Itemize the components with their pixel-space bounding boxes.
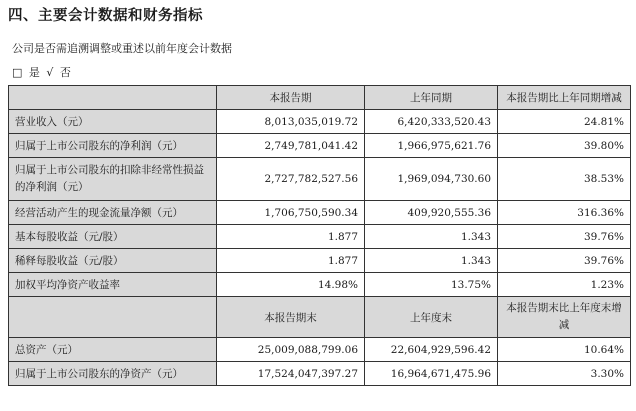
table-cell: 16,964,671,475.96 [365,362,498,386]
financial-data-table [8,85,631,386]
table-cell: 8,013,035,019.72 [217,110,365,134]
table-cell: 6,420,333,520.43 [365,110,498,134]
section-heading: 四、主要会计数据和财务指标 [8,8,203,24]
table-cell: 1.877 [217,225,365,249]
row-label: 总资产（元） [9,338,217,362]
row-label: 归属于上市公司股东的净利润（元） [9,134,217,158]
table-cell: 22,604,929,596.42 [365,338,498,362]
table-cell: 39.76% [498,225,631,249]
table-cell: 2,727,782,527.56 [217,158,365,201]
table-cell: 1,706,750,590.34 [217,201,365,225]
table-cell: 2,749,781,041.42 [217,134,365,158]
table-cell: 25,009,088,799.06 [217,338,365,362]
row-label: 归属于上市公司股东的扣除非经常性损益的净利润（元） [9,158,217,201]
table-row [9,158,631,201]
table-cell: 38.53% [498,158,631,201]
header-cell: 上年度末 [365,297,498,338]
header-cell: 本报告期 [217,86,365,110]
header-cell [9,86,217,110]
row-label: 经营活动产生的现金流量净额（元） [9,201,217,225]
row-label: 稀释每股收益（元/股） [9,249,217,273]
table-cell: 409,920,555.36 [365,201,498,225]
table-cell: 10.64% [498,338,631,362]
table-cell: 3.30% [498,362,631,386]
table-row [9,134,631,158]
header-cell: 本报告期末比上年度末增减 [498,297,631,338]
table-row [9,225,631,249]
table-cell: 14.98% [217,273,365,297]
table-cell: 39.76% [498,249,631,273]
header-cell [9,297,217,338]
row-label: 营业收入（元） [9,110,217,134]
table-row [9,362,631,386]
restatement-question: 公司是否需追溯调整或重述以前年度会计数据 [12,42,232,55]
table-cell: 1,969,094,730.60 [365,158,498,201]
check-icon: √ [46,66,54,79]
table-cell: 316.36% [498,201,631,225]
row-label: 归属于上市公司股东的净资产（元） [9,362,217,386]
table-cell: 13.75% [365,273,498,297]
table-cell: 1,966,975,621.76 [365,134,498,158]
header-cell: 本报告期末 [217,297,365,338]
table-row [9,338,631,362]
table-cell: 1.343 [365,225,498,249]
table-cell: 39.80% [498,134,631,158]
row-label: 加权平均净资产收益率 [9,273,217,297]
table-cell: 17,524,047,397.27 [217,362,365,386]
table-header-row [9,86,631,110]
header-cell: 本报告期比上年同期增减 [498,86,631,110]
checkbox-icon: □ [12,66,23,79]
option-yes: 是 [28,66,40,79]
header-cell: 上年同期 [365,86,498,110]
table-cell: 1.343 [365,249,498,273]
table-cell: 24.81% [498,110,631,134]
table-row [9,110,631,134]
table-row [9,201,631,225]
table-cell: 1.23% [498,273,631,297]
table-row [9,249,631,273]
table-row [9,273,631,297]
restatement-options [12,64,74,80]
table-cell: 1.877 [217,249,365,273]
option-no: 否 [59,66,71,79]
row-label: 基本每股收益（元/股） [9,225,217,249]
table-header-row [9,297,631,338]
